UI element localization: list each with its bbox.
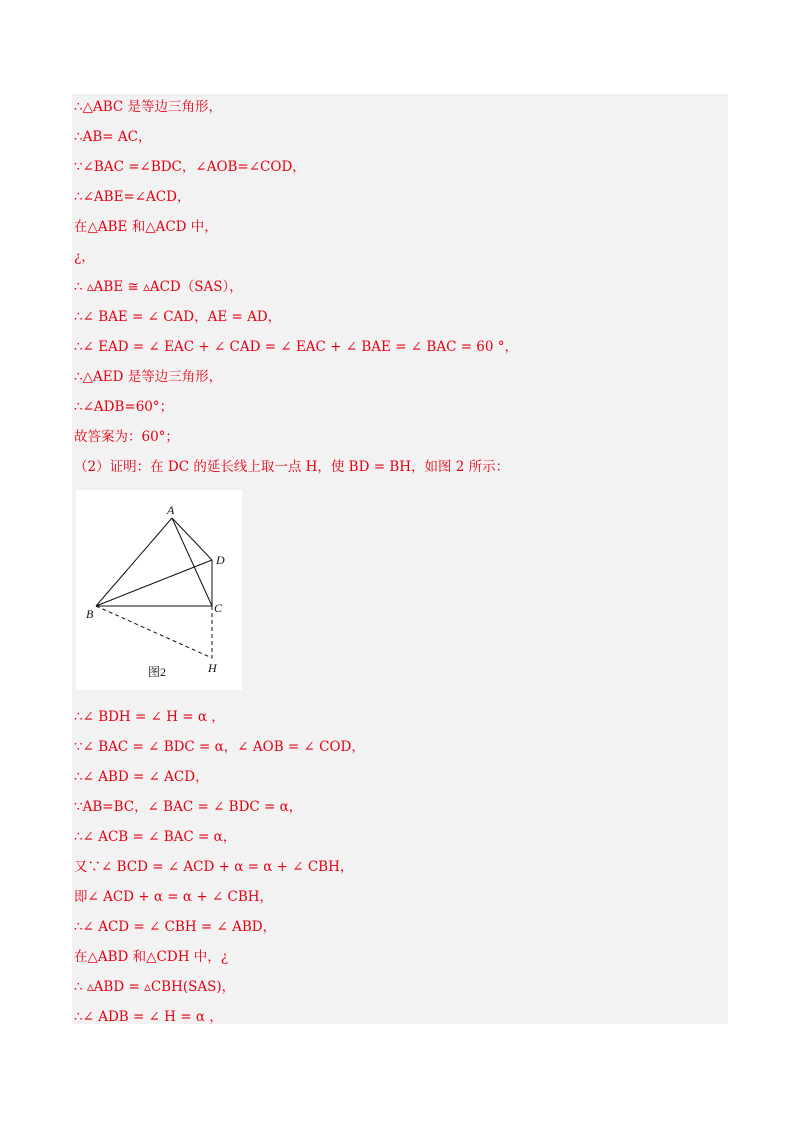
solution-line: ∵∠BAC =∠BDC，∠AOB=∠COD，: [74, 159, 306, 175]
solution-line: ∵∠ BAC = ∠ BDC = α，∠ AOB = ∠ COD，: [74, 739, 365, 755]
solution-line: ∴AB= AC，: [74, 129, 152, 145]
solution-line: 故答案为：60°；: [74, 429, 179, 445]
solution-line: ∴∠ ABD = ∠ ACD，: [74, 769, 209, 785]
solution-line: ∴∠ BDH = ∠ H = α ，: [74, 709, 225, 725]
segment-ab: [96, 518, 172, 606]
solution-line: ∴∠ EAD = ∠ EAC + ∠ CAD = ∠ EAC + ∠ BAE = ∠ BAC = 60 °，: [74, 339, 519, 355]
point-label-c: C: [214, 601, 223, 615]
solution-line: ∴ ▵ABD = ▵CBH(SAS)，: [74, 979, 236, 995]
solution-line: ∴∠ABE=∠ACD，: [74, 189, 191, 205]
triangle-diagram: [76, 490, 242, 690]
solution-line: ∴△ABC 是等边三角形，: [74, 99, 223, 115]
solution-line: ∴∠ BAE = ∠ CAD，AE = AD，: [74, 309, 282, 325]
solution-line: ∵AB=BC，∠ BAC = ∠ BDC = α，: [74, 799, 303, 815]
solution-line: ∴∠ ADB = ∠ H = α ，: [74, 1009, 223, 1025]
point-label-d: D: [216, 553, 225, 567]
solution-line: 在△ABD 和△CDH 中，¿: [74, 949, 229, 965]
point-label-b: B: [86, 607, 94, 621]
point-label-h: H: [208, 661, 217, 675]
solution-line: ∴∠ ACB = ∠ BAC = α，: [74, 829, 237, 845]
figure-caption: 图2: [148, 665, 167, 679]
solution-line: ∴∠ ACD = ∠ CBH = ∠ ABD，: [74, 919, 277, 935]
solution-line: 即∠ ACD + α = α + ∠ CBH，: [74, 889, 274, 905]
segment-bd: [96, 560, 212, 606]
solution-line: ¿，: [74, 249, 95, 265]
solution-line: ∴△AED 是等边三角形，: [74, 369, 223, 385]
segment-ad: [172, 518, 212, 560]
solution-line: 在△ABE 和△ACD 中，: [74, 219, 218, 235]
geometry-figure: [76, 490, 242, 690]
solution-line: ∴ ▵ABE ≅ ▵ACD（SAS），: [74, 279, 243, 295]
solution-line: ∴∠ADB=60°；: [74, 399, 174, 415]
solution-line: （2）证明：在 DC 的延长线上取一点 H，使 BD = BH，如图 2 所示：: [74, 459, 510, 475]
point-label-a: A: [167, 503, 175, 517]
segment-bh-dashed: [96, 606, 212, 658]
solution-line: 又∵∠ BCD = ∠ ACD + α = α + ∠ CBH，: [74, 859, 354, 875]
